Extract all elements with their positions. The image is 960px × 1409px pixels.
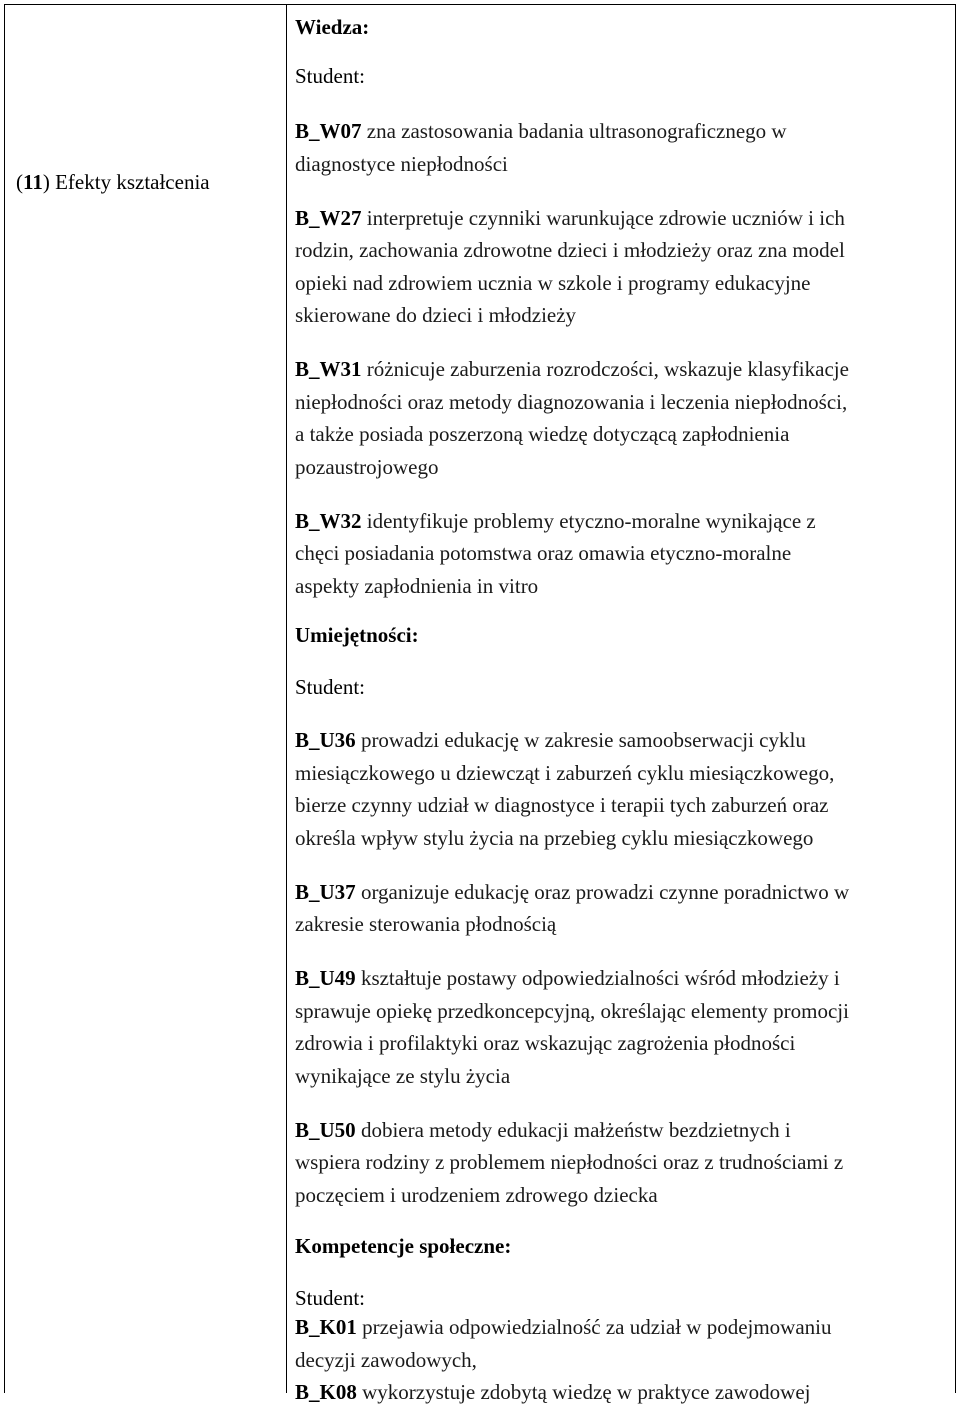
outcome-text: dobiera metody edukacji małżeństw bezdzietnych i (355, 1117, 791, 1142)
outcome-line: diagnostyce niepłodności (295, 151, 508, 176)
competences-heading: Kompetencje społeczne: (295, 1234, 512, 1258)
outcome-item (295, 505, 947, 603)
row-label (16, 166, 210, 198)
outcome-code: B_K08 (295, 1380, 357, 1404)
outcome-line (295, 353, 947, 386)
outcome-item (295, 115, 947, 180)
column-divider (286, 5, 287, 1393)
outcome-code: B_W31 (295, 357, 362, 381)
outcome-line (295, 505, 947, 538)
outcome-line: określa wpływ stylu życia na przebieg cyklu miesiączkowego (295, 825, 814, 850)
outcome-line: skierowane do dzieci i młodzieży (295, 303, 577, 327)
outcome-line: sprawuje opiekę przedkoncepcyjną, określając elementy promocji (295, 998, 849, 1023)
skills-student-label: Student: (295, 675, 366, 699)
skills-outcomes (295, 724, 947, 1211)
outcome-line: wspiera rodziny z problemem niepłodności oraz z trudnościami z (295, 1150, 844, 1174)
outcome-line: rodzin, zachowania zdrowotne dzieci i młodzieży oraz zna model (295, 238, 845, 262)
row-label-number: 11 (23, 170, 43, 194)
skills-heading: Umiejętności: (295, 623, 419, 647)
outcome-line: poczęciem i urodzeniem zdrowego dziecka (295, 1182, 658, 1207)
outcome-item (295, 1311, 947, 1376)
outcome-code: B_K01 (295, 1315, 357, 1339)
knowledge-outcomes (295, 115, 947, 602)
outcome-line: a także posiada poszerzoną wiedzę dotyczącą zapłodnienia (295, 422, 790, 446)
outcome-text: interpretuje czynniki warunkujące zdrowie uczniów i ich (361, 205, 845, 230)
outcome-code: B_U37 (295, 879, 356, 904)
outcome-code: B_W32 (295, 508, 362, 533)
outcome-text: identyfikuje problemy etyczno-moralne wynikające z (361, 508, 816, 533)
outcome-line (295, 1376, 947, 1409)
learning-outcomes-table (4, 4, 956, 1404)
outcome-line: wynikające ze stylu życia (295, 1063, 511, 1088)
outcome-item (295, 1376, 947, 1409)
outcome-line: decyzji zawodowych, (295, 1347, 477, 1372)
outcome-item (295, 876, 947, 941)
outcome-line (295, 1311, 947, 1344)
outcome-line: zdrowia i profilaktyki oraz wskazując zagrożenia płodności (295, 1031, 796, 1055)
outcome-line: pozaustrojowego (295, 454, 439, 479)
outcome-item (295, 1114, 947, 1212)
outcome-line: chęci posiadania potomstwa oraz omawia etyczno-moralne (295, 541, 792, 565)
outcome-text: organizuje edukację oraz prowadzi czynne poradnictwo w (355, 879, 850, 904)
row-label-text: Efekty kształcenia (49, 170, 210, 194)
outcome-line: miesiączkowego u dziewcząt i zaburzeń cyklu miesiączkowego, (295, 760, 835, 785)
outcome-code: B_W07 (295, 119, 362, 143)
outcome-line: opieki nad zdrowiem ucznia w szkole i programy edukacyjne (295, 270, 811, 295)
outcome-line (295, 115, 947, 148)
knowledge-heading: Wiedza: (295, 15, 370, 39)
knowledge-student-label: Student: (295, 64, 366, 88)
outcome-text: prowadzi edukację w zakresie samoobserwacji cyklu (355, 728, 806, 752)
outcome-line: aspekty zapłodnienia in vitro (295, 573, 539, 598)
outcome-code: B_U50 (295, 1117, 356, 1142)
label-cell (5, 5, 286, 1393)
outcome-text: zna zastosowania badania ultrasonograficznego w (361, 119, 787, 143)
outcome-text: różnicuje zaburzenia rozrodczości, wskazuje klasyfikacje (361, 357, 849, 381)
outcome-item (295, 202, 947, 332)
outcome-line (295, 962, 947, 995)
competences-student-label: Student: (295, 1286, 366, 1310)
outcome-line (295, 876, 947, 909)
outcome-item (295, 353, 947, 483)
outcome-line (295, 1114, 947, 1147)
outcome-line: niepłodności oraz metody diagnozowania i leczenia niepłodności, (295, 389, 848, 414)
outcome-line: zakresie sterowania płodnością (295, 912, 557, 936)
outcome-item (295, 962, 947, 1092)
outcome-line (295, 202, 947, 235)
row-label-close: ) (42, 170, 50, 194)
outcome-code: B_W27 (295, 205, 362, 230)
outcome-text: kształtuje postawy odpowiedzialności wśród młodzieży i (355, 966, 840, 990)
outcome-code: B_U49 (295, 966, 356, 990)
outcome-text: przejawia odpowiedzialność za udział w podejmowaniu (356, 1315, 832, 1339)
outcome-item (295, 724, 947, 854)
row-label-open: ( (16, 170, 23, 194)
outcome-line: bierze czynny udział w diagnostyce i terapii tych zaburzeń oraz (295, 793, 829, 817)
outcome-line (295, 724, 947, 757)
competences-outcomes (295, 1311, 947, 1409)
outcome-code: B_U36 (295, 728, 356, 752)
outcome-text: wykorzystuje zdobytą wiedzę w praktyce zawodowej (356, 1380, 811, 1404)
